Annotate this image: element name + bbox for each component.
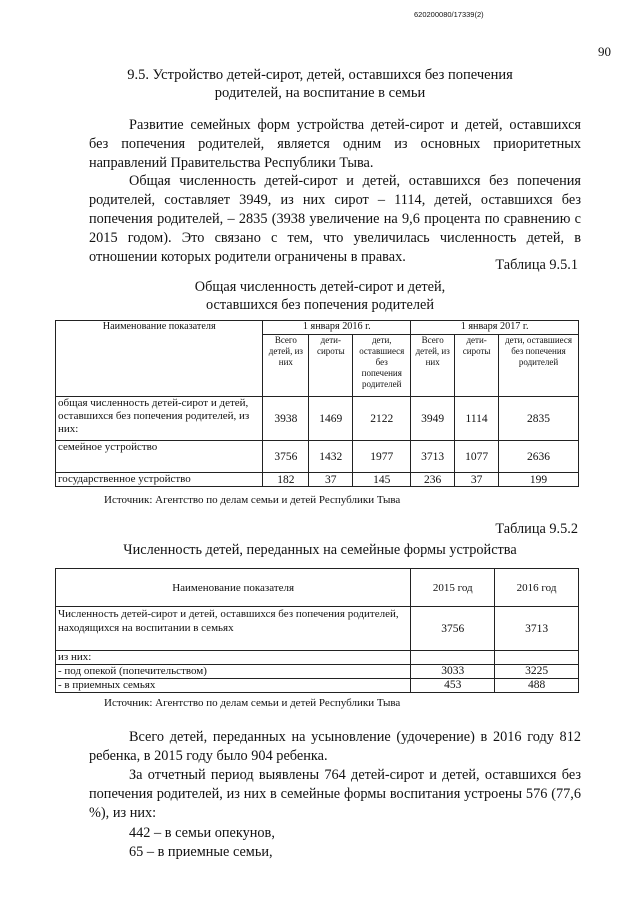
table2-title: Численность детей, переданных на семейные формы устройства	[123, 542, 517, 558]
table1-period1: 1 января 2016 г.	[263, 321, 411, 335]
paragraph-4: За отчетный период выявлены 764 детей-сирот и детей, оставшихся без попечения родителей, из них в семейные формы воспитания устроены 576 (77,6 %), из них:	[89, 767, 581, 821]
table1-sub-orphans: дети-сироты	[455, 335, 499, 397]
cell: 1432	[309, 441, 353, 473]
cell: 2835	[499, 397, 579, 441]
table1-caption: Таблица 9.5.1	[495, 257, 578, 273]
cell	[411, 651, 495, 665]
table-row	[56, 651, 579, 665]
cell: 3756	[263, 441, 309, 473]
table1-period2: 1 января 2017 г.	[411, 321, 579, 335]
table-row	[56, 441, 579, 473]
cell: 1977	[353, 441, 411, 473]
table1-sub-total: Всего детей, из них	[263, 335, 309, 397]
table-row	[56, 473, 579, 487]
cell: 3225	[495, 665, 579, 679]
table1-sub-orphans: дети-сироты	[309, 335, 353, 397]
cell: 3949	[411, 397, 455, 441]
table1-source: Источник: Агентство по делам семьи и детей Республики Тыва	[104, 494, 401, 506]
table-row	[56, 679, 579, 693]
cell: 236	[411, 473, 455, 487]
row-label: семейное устройство	[56, 441, 263, 473]
cell: 37	[309, 473, 353, 487]
cell: 3033	[411, 665, 495, 679]
paragraph-1: Развитие семейных форм устройства детей-сирот и детей, оставшихся без попечения родителей, является одним из основных приоритетных направлений Правительства Республики Тыва.	[89, 117, 581, 171]
row-label: - в приемных семьях	[56, 679, 411, 693]
section-title-line2: родителей, на воспитание в семьи	[214, 85, 426, 101]
table1-sub-without-care: дети, оставшиеся без попечения родителей	[353, 335, 411, 397]
table-row	[56, 607, 579, 651]
cell: 37	[455, 473, 499, 487]
cell: 3713	[495, 607, 579, 651]
page-number: 90	[598, 44, 611, 59]
table-row	[56, 397, 579, 441]
cell: 145	[353, 473, 411, 487]
section-title	[0, 66, 640, 102]
table2	[55, 568, 579, 693]
cell: 1114	[455, 397, 499, 441]
row-label: государственное устройство	[56, 473, 263, 487]
table1-sub-without-care: дети, оставшиеся без попечения родителей	[499, 335, 579, 397]
cell: 453	[411, 679, 495, 693]
paragraph-2: Общая численность детей-сирот и детей, оставшихся без попечения родителей, составляет 3949, из них сирот – 1114, детей, оставшихся без попечения родителей, – 2835 (3938 увеличение на 9,6 процента по сравнению с 2015 годом). Это связано с тем, что увеличилась численность детей, в отношении которых родители ограничены в правах.	[89, 173, 581, 265]
table1-title-line2: оставшихся без попечения родителей	[205, 297, 435, 313]
table1-header-name: Наименование показателя	[56, 321, 263, 397]
paragraph-3: Всего детей, переданных на усыновление (удочерение) в 2016 году 812 ребенка, в 2015 году было 904 ребенка.	[89, 729, 581, 764]
cell: 488	[495, 679, 579, 693]
cell: 182	[263, 473, 309, 487]
table2-year2: 2016 год	[495, 569, 579, 607]
table2-header-name: Наименование показателя	[56, 569, 411, 607]
row-label: Численность детей-сирот и детей, оставшихся без попечения родителей, находящихся на воспитании в семьях	[56, 607, 411, 651]
cell: 199	[499, 473, 579, 487]
table2-year1: 2015 год	[411, 569, 495, 607]
table1-title	[0, 278, 640, 314]
cell: 3756	[411, 607, 495, 651]
section-title-line1: 9.5. Устройство детей-сирот, детей, оставшихся без попечения	[127, 67, 513, 83]
list-item: 442 – в семьи опекунов,	[129, 825, 275, 841]
cell: 1469	[309, 397, 353, 441]
table1	[55, 320, 579, 487]
table1-title-line1: Общая численность детей-сирот и детей,	[194, 279, 446, 295]
table-row	[56, 665, 579, 679]
cell	[495, 651, 579, 665]
cell: 3938	[263, 397, 309, 441]
row-label: общая численность детей-сирот и детей, оставшихся без попечения родителей, из них:	[56, 397, 263, 441]
list-item: 65 – в приемные семьи,	[129, 844, 273, 860]
document-id: 620200080/17339(2)	[414, 10, 484, 19]
cell: 2636	[499, 441, 579, 473]
table2-caption: Таблица 9.5.2	[495, 521, 578, 537]
cell: 3713	[411, 441, 455, 473]
table2-source: Источник: Агентство по делам семьи и детей Республики Тыва	[104, 697, 401, 709]
row-label: из них:	[56, 651, 411, 665]
table1-sub-total: Всего детей, из них	[411, 335, 455, 397]
row-label: - под опекой (попечительством)	[56, 665, 411, 679]
cell: 1077	[455, 441, 499, 473]
cell: 2122	[353, 397, 411, 441]
